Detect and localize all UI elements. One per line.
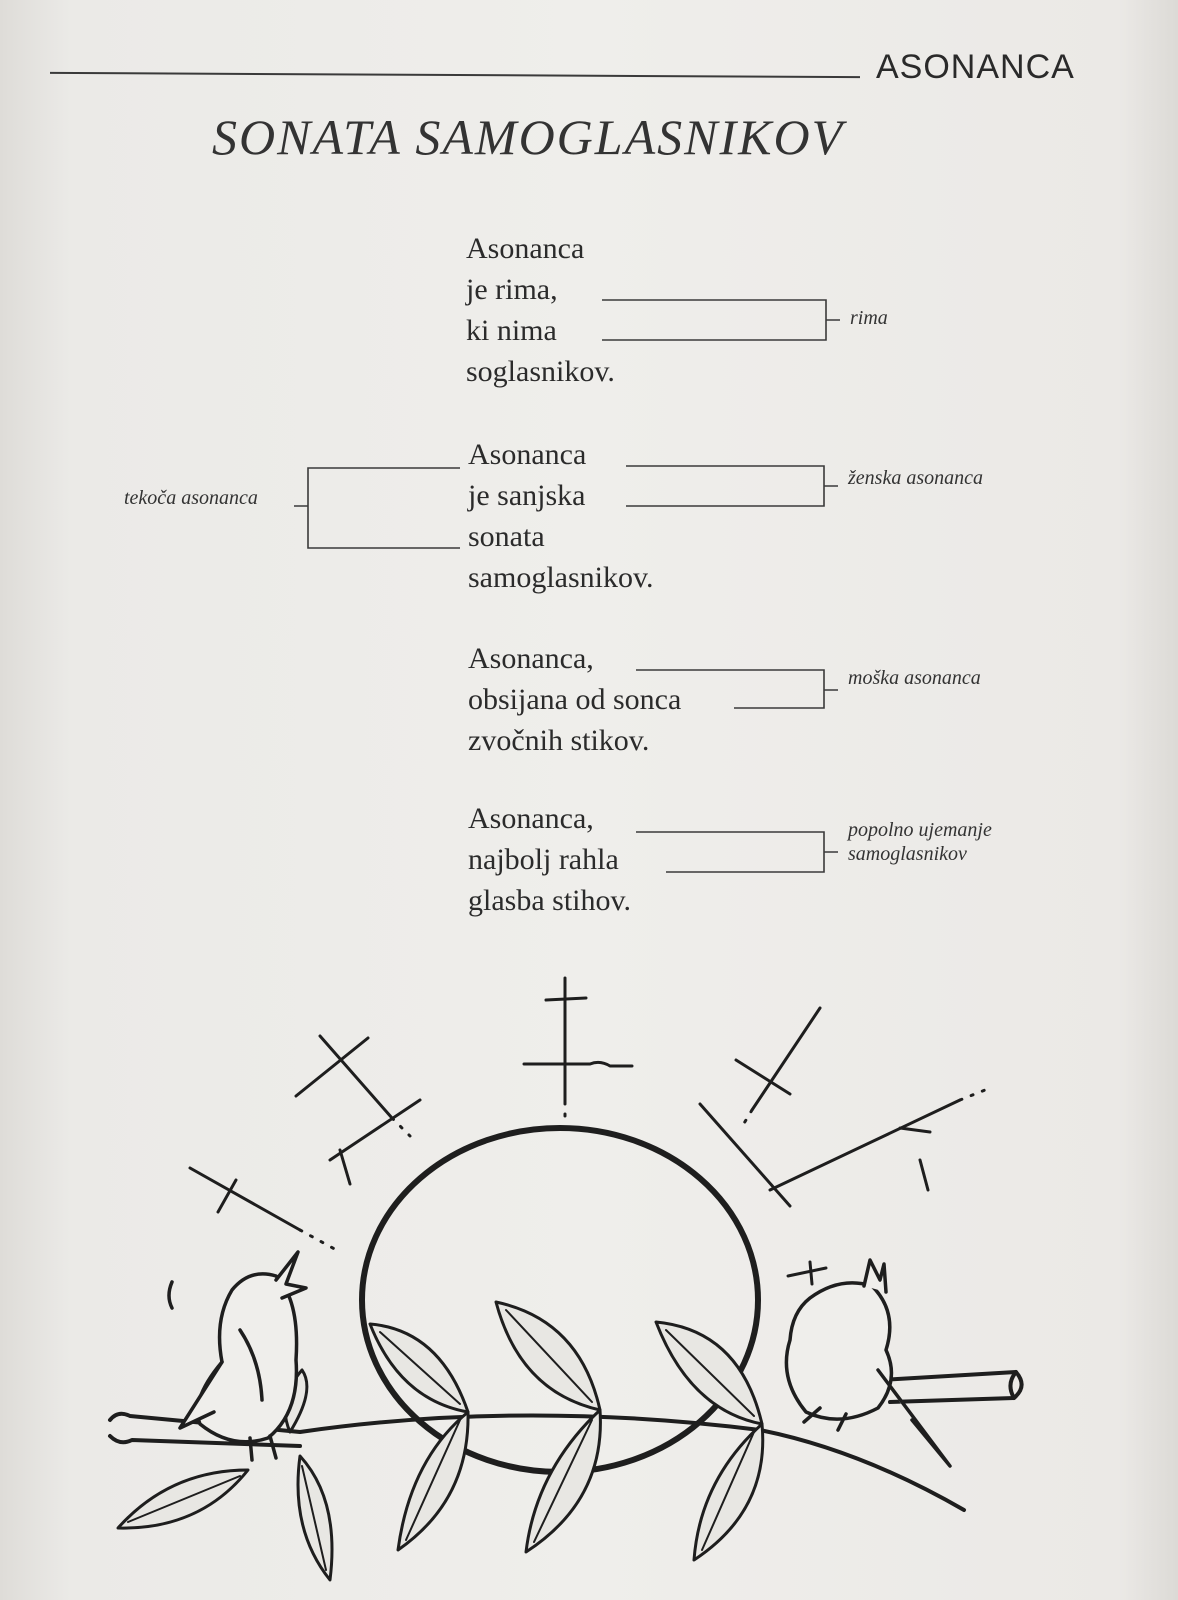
bird-icon (786, 1260, 950, 1466)
poem-line: Asonanca (466, 232, 585, 265)
poem-line: je rima, (466, 273, 558, 306)
poem-line: glasba stihov. (468, 884, 632, 917)
annotation-tekoca-asonanca: tekoča asonanca (124, 487, 258, 509)
poem-line: zvočnih stikov. (468, 724, 650, 757)
annotation-rima: rima (850, 307, 888, 329)
poem-line: sonata (468, 520, 545, 553)
poem-line: Asonanca (468, 438, 587, 471)
poem-line: je sanjska (468, 479, 586, 512)
annotation-moska-asonanca: moška asonanca (848, 667, 981, 689)
poem-line: ki nima (466, 314, 557, 347)
poem-line: Asonanca, (468, 802, 594, 835)
annotation-popolno-line2: samoglasnikov (848, 843, 967, 865)
section-label: ASONANCA (876, 48, 1075, 86)
poem-line: obsijana od sonca (468, 683, 682, 716)
poem-line: najbolj rahla (468, 843, 619, 876)
page-title: SONATA SAMOGLASNIKOV (212, 109, 845, 165)
poem-line: samoglasnikov. (468, 561, 654, 594)
annotation-zenska-asonanca: ženska asonanca (848, 467, 983, 489)
annotation-popolno-line1: popolno ujemanje (848, 819, 992, 841)
poem-line: soglasnikov. (466, 355, 615, 388)
poem-line: Asonanca, (468, 642, 594, 675)
